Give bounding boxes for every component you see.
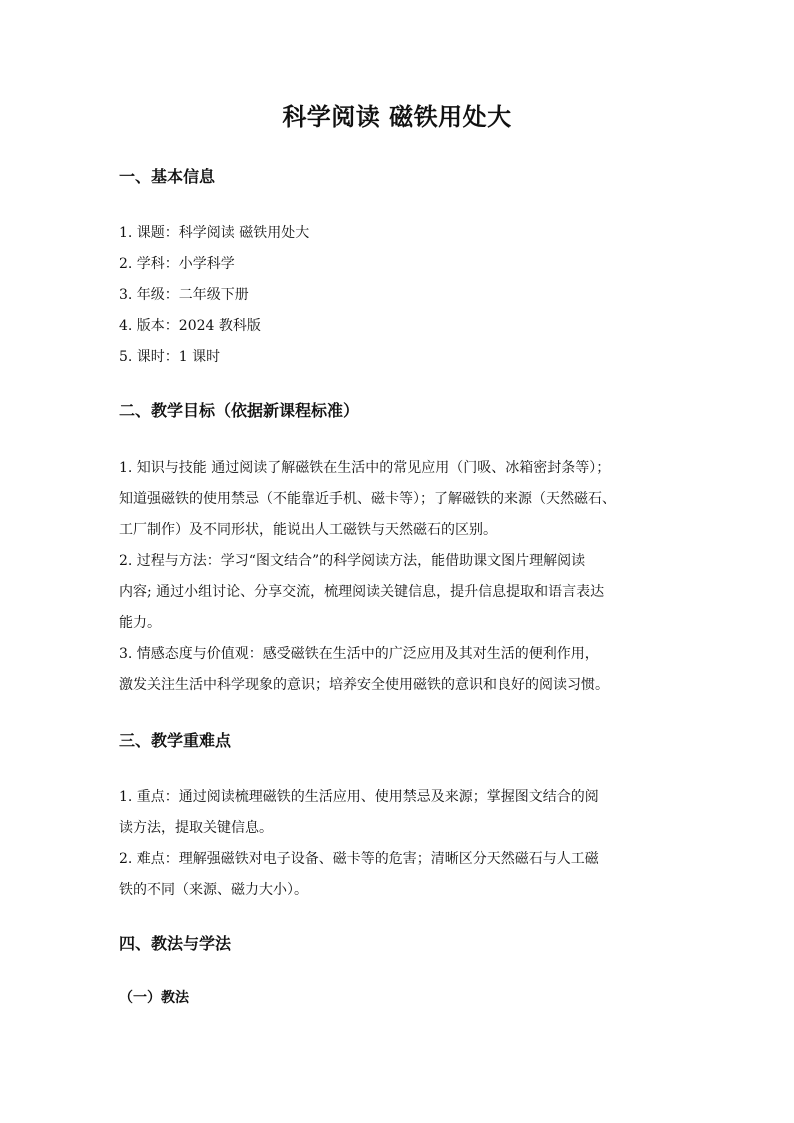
section-heading-basic-info: 一、基本信息	[119, 167, 216, 186]
section-heading-teaching-methods: 四、教法与学法	[119, 934, 232, 953]
difficult-point	[119, 844, 679, 906]
section-heading-key-difficult-points: 三、教学重难点	[119, 731, 232, 750]
goal-knowledge-line-1: 1. 知识与技能 通过阅读了解磁铁在生活中的常见应用（门吸、冰箱密封条等）；	[119, 460, 611, 476]
difficult-point-line-1: 2. 难点：理解强磁铁对电子设备、磁卡等的危害；清晰区分天然磁石与人工磁	[119, 851, 599, 867]
goal-process-line-1: 2. 过程与方法：学习“图文结合”的科学阅读方法，能借助课文图片理解阅读	[119, 553, 586, 569]
difficult-point-line-2: 铁的不同（来源、磁力大小）。	[119, 882, 308, 898]
section-heading-teaching-goals: 二、教学目标（依据新课程标准）	[119, 401, 360, 420]
document-title: 科学阅读 磁铁用处大	[282, 102, 512, 131]
goal-knowledge-skills	[119, 453, 679, 546]
goal-knowledge-line-2: 知道强磁铁的使用禁忌（不能靠近手机、磁卡等）；了解磁铁的来源（天然磁石、	[119, 491, 616, 507]
info-item-topic: 1. 课题：科学阅读 磁铁用处大	[119, 225, 310, 241]
goal-attitude-line-2: 激发关注生活中科学现象的意识；培养安全使用磁铁的意识和良好的阅读习惯。	[119, 677, 609, 693]
goal-process-methods	[119, 546, 679, 639]
key-point-line-2: 读方法，提取关键信息。	[119, 820, 273, 836]
key-point-line-1: 1. 重点：通过阅读梳理磁铁的生活应用、使用禁忌及来源；掌握图文结合的阅	[119, 789, 599, 805]
goal-process-line-3: 能力。	[119, 615, 161, 631]
info-item-periods: 5. 课时：1 课时	[119, 349, 221, 365]
goal-knowledge-line-3: 工厂制作）及不同形状，能说出人工磁铁与天然磁石的区别。	[119, 522, 497, 538]
goal-attitude-values	[119, 639, 679, 701]
goal-process-line-2: 内容; 通过小组讨论、分享交流，梳理阅读关键信息，提升信息提取和语言表达	[119, 584, 605, 600]
info-item-subject: 2. 学科：小学科学	[119, 256, 235, 272]
goal-attitude-line-1: 3. 情感态度与价值观：感受磁铁在生活中的广泛应用及其对生活的便利作用，	[119, 646, 599, 662]
info-item-edition: 4. 版本：2024 教科版	[119, 318, 261, 334]
info-item-grade: 3. 年级：二年级下册	[119, 287, 249, 303]
subsection-heading-teaching-method: （一）教法	[119, 990, 189, 1006]
key-point	[119, 782, 679, 844]
